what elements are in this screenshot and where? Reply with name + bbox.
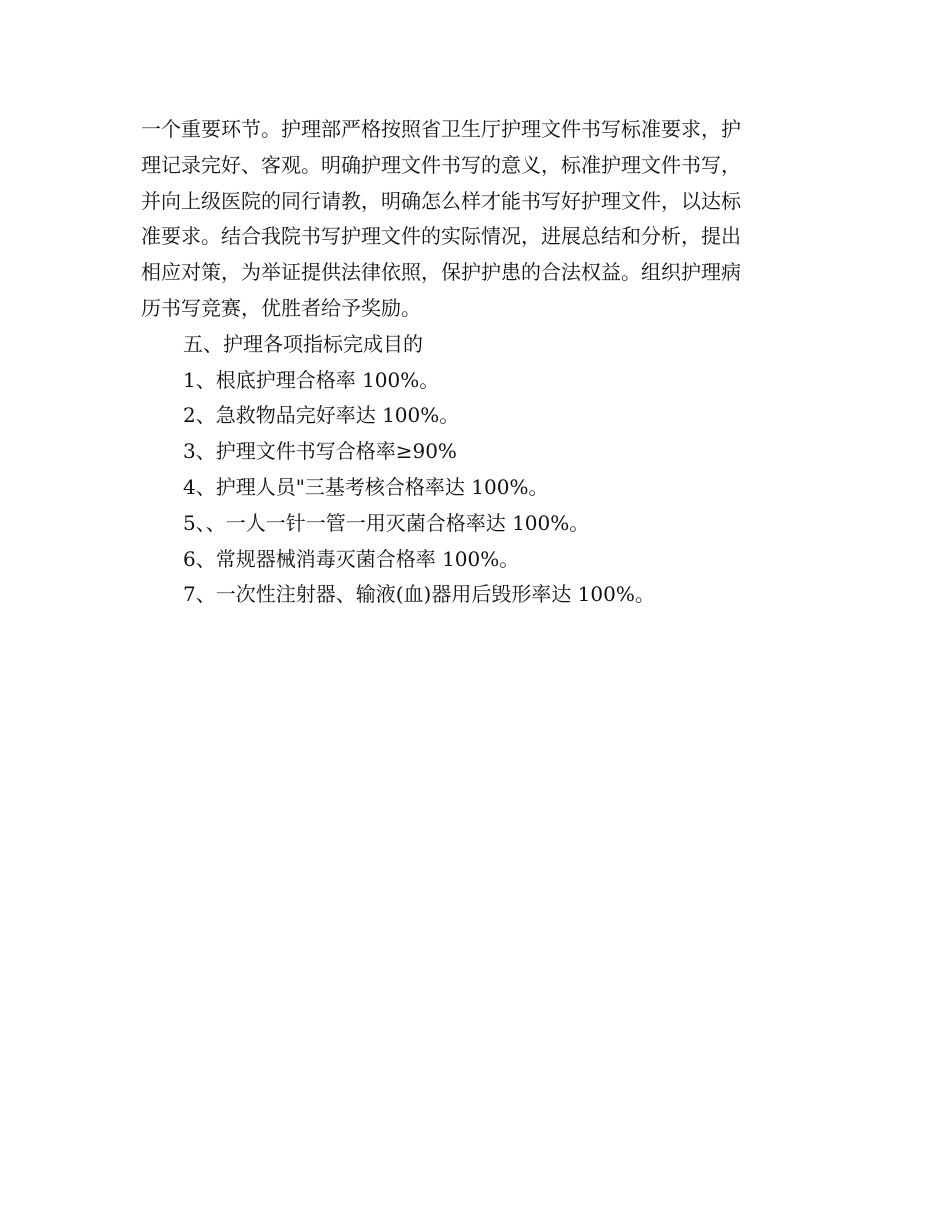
body-paragraph [141,112,817,327]
list-item: 3、护理文件书写合格率≥90% [183,439,457,464]
list-item: 6、常规器械消毒灭菌合格率 100%。 [183,546,520,571]
list-item: 2、急救物品完好率达 100%。 [183,403,460,428]
paragraph-line: 历书写竞赛，优胜者给予奖励。 [141,295,421,320]
paragraph-line: 一个重要环节。护理部严格按照省卫生厅护理文件书写标准要求，护 [141,117,741,141]
paragraph-line: 并向上级医院的同行请教，明确怎么样才能书写好护理文件，以达标 [141,188,741,213]
paragraph-line: 准要求。结合我院书写护理文件的实际情况，进展总结和分析，提出 [141,224,741,249]
list-item: 5、、一人一针一管一用灭菌合格率达 100%。 [183,510,590,535]
document-body [141,112,817,613]
section-heading: 五、护理各项指标完成目的 [183,331,423,356]
list-item: 7、一次性注射器、输液(血)器用后毁形率达 100%。 [183,582,655,607]
list-item: 4、护理人员"三基考核合格率达 100%。 [183,474,549,499]
paragraph-line: 相应对策，为举证提供法律依照，保护护患的合法权益。组织护理病 [141,260,741,285]
indicator-list [141,363,817,614]
list-item: 1、根底护理合格率 100%。 [183,367,440,392]
paragraph-line: 理记录完好、客观。明确护理文件书写的意义，标准护理文件书写， [141,152,741,177]
